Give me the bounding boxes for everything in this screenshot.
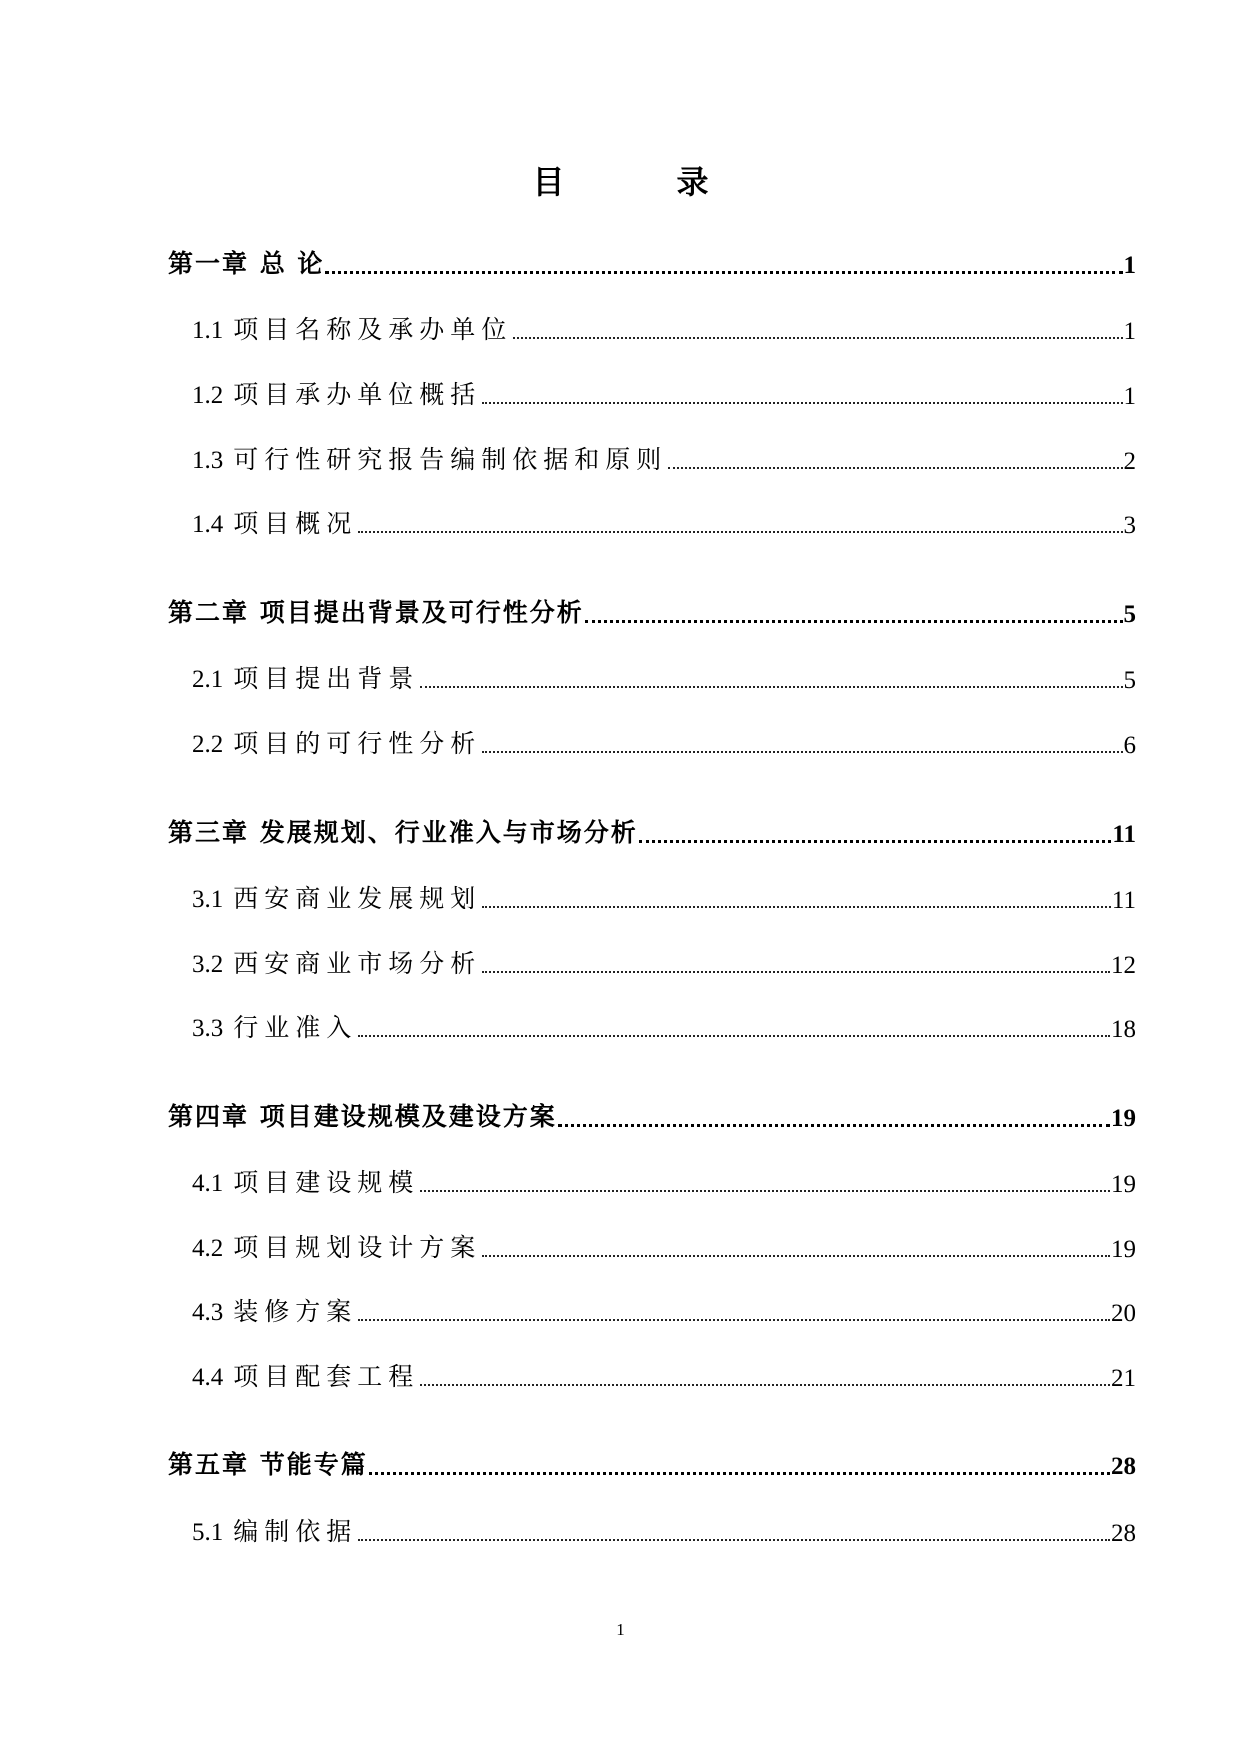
toc-section-number: 4.1 [192, 1170, 224, 1197]
toc-page-number: 11 [1112, 821, 1136, 848]
toc-chapter-1[interactable] [168, 240, 1136, 280]
dot-leader [482, 906, 1111, 908]
toc-section-number: 2.1 [192, 666, 224, 693]
toc-section-2-2[interactable] [192, 720, 1136, 760]
toc-section-title: 西安商业市场分析 [233, 949, 482, 978]
toc-chapter-2[interactable] [168, 589, 1136, 629]
toc-page-number: 12 [1111, 952, 1136, 979]
toc-page-number: 2 [1123, 448, 1136, 475]
dot-leader [358, 1035, 1110, 1037]
toc-section-number: 3.3 [192, 1015, 224, 1042]
toc-section-number: 1.4 [192, 511, 224, 538]
toc-section-4-4[interactable] [192, 1353, 1136, 1393]
toc-section-title: 项目概况 [233, 509, 358, 538]
dot-leader [482, 971, 1110, 973]
toc-section-1-3[interactable] [192, 436, 1136, 476]
toc-chapter-label: 第二章 项目提出背景及可行性分析 [168, 598, 584, 627]
dot-leader [482, 1255, 1110, 1257]
dot-leader [668, 467, 1122, 469]
toc-chapter-label: 第三章 发展规划、行业准入与市场分析 [168, 818, 638, 847]
dot-leader [369, 1472, 1110, 1475]
toc-chapter-3[interactable] [168, 809, 1136, 849]
toc-section-title: 项目的可行性分析 [233, 729, 482, 758]
toc-section-4-2[interactable] [192, 1224, 1136, 1264]
dot-leader [639, 840, 1112, 843]
toc-section-number: 3.2 [192, 951, 224, 978]
toc-section-number: 5.1 [192, 1519, 224, 1546]
toc-section-number: 4.2 [192, 1235, 224, 1262]
toc-section-title: 行业准入 [233, 1013, 358, 1042]
toc-section-number: 1.2 [192, 382, 224, 409]
toc-page-number: 28 [1111, 1520, 1136, 1547]
toc-section-title: 项目建设规模 [233, 1168, 420, 1197]
toc-section-4-1[interactable] [192, 1159, 1136, 1199]
toc-chapter-label: 第五章 节能专篇 [168, 1450, 368, 1479]
toc-chapter-label: 第四章 项目建设规模及建设方案 [168, 1102, 557, 1131]
toc-section-number: 1.1 [192, 317, 224, 344]
toc-section-3-3[interactable] [192, 1004, 1136, 1044]
toc-section-title: 装修方案 [233, 1297, 358, 1326]
toc-section-1-2[interactable] [192, 371, 1136, 411]
toc-page-number: 28 [1111, 1453, 1136, 1480]
footer-page-number: 1 [616, 1620, 625, 1639]
dot-leader [420, 1384, 1110, 1386]
toc-section-number: 4.3 [192, 1299, 224, 1326]
toc-page-number: 21 [1111, 1365, 1136, 1392]
toc-page-number: 19 [1111, 1171, 1136, 1198]
dot-leader [482, 402, 1122, 404]
toc-section-title: 西安商业发展规划 [233, 884, 482, 913]
toc-section-title: 可行性研究报告编制依据和原则 [233, 445, 668, 474]
toc-section-number: 4.4 [192, 1364, 224, 1391]
toc-section-2-1[interactable] [192, 655, 1136, 695]
toc-page-number: 19 [1111, 1236, 1136, 1263]
dot-leader [358, 1319, 1110, 1321]
toc-section-title: 项目名称及承办单位 [233, 315, 513, 344]
toc-section-4-3[interactable] [192, 1288, 1136, 1328]
dot-leader [482, 751, 1122, 753]
dot-leader [558, 1124, 1110, 1127]
toc-page-number: 19 [1111, 1105, 1136, 1132]
toc-page-number: 1 [1123, 318, 1136, 345]
toc-section-title: 项目规划设计方案 [233, 1233, 482, 1262]
toc-section-title: 编制依据 [233, 1517, 358, 1546]
toc-section-number: 2.2 [192, 731, 224, 758]
toc-section-title: 项目提出背景 [233, 664, 420, 693]
toc-page-number: 6 [1123, 732, 1136, 759]
dot-leader [420, 686, 1122, 688]
dot-leader [358, 531, 1122, 533]
dot-leader [585, 620, 1123, 623]
toc-chapter-5[interactable] [168, 1441, 1136, 1481]
toc-page-number: 5 [1123, 601, 1136, 628]
dot-leader [513, 337, 1122, 339]
toc-section-3-2[interactable] [192, 940, 1136, 980]
toc-section-number: 3.1 [192, 886, 224, 913]
toc-page-number: 18 [1111, 1016, 1136, 1043]
toc-page-number: 5 [1123, 667, 1136, 694]
toc-section-1-4[interactable] [192, 500, 1136, 540]
toc-section-title: 项目配套工程 [233, 1362, 420, 1391]
toc-section-5-1[interactable] [192, 1508, 1136, 1548]
toc-section-number: 1.3 [192, 447, 224, 474]
page-title: 目 录 [532, 163, 749, 201]
toc-page-number: 11 [1111, 887, 1136, 914]
toc-page-number: 1 [1123, 383, 1136, 410]
toc-page-number: 1 [1123, 252, 1136, 279]
toc-page-number: 3 [1123, 512, 1136, 539]
toc-chapter-label: 第一章 总 论 [168, 249, 325, 278]
dot-leader [420, 1190, 1110, 1192]
toc-section-1-1[interactable] [192, 306, 1136, 346]
dot-leader [358, 1539, 1110, 1541]
toc-section-3-1[interactable] [192, 875, 1136, 915]
toc-chapter-4[interactable] [168, 1093, 1136, 1133]
toc-section-title: 项目承办单位概括 [233, 380, 482, 409]
dot-leader [325, 271, 1122, 274]
toc-page-number: 20 [1111, 1300, 1136, 1327]
